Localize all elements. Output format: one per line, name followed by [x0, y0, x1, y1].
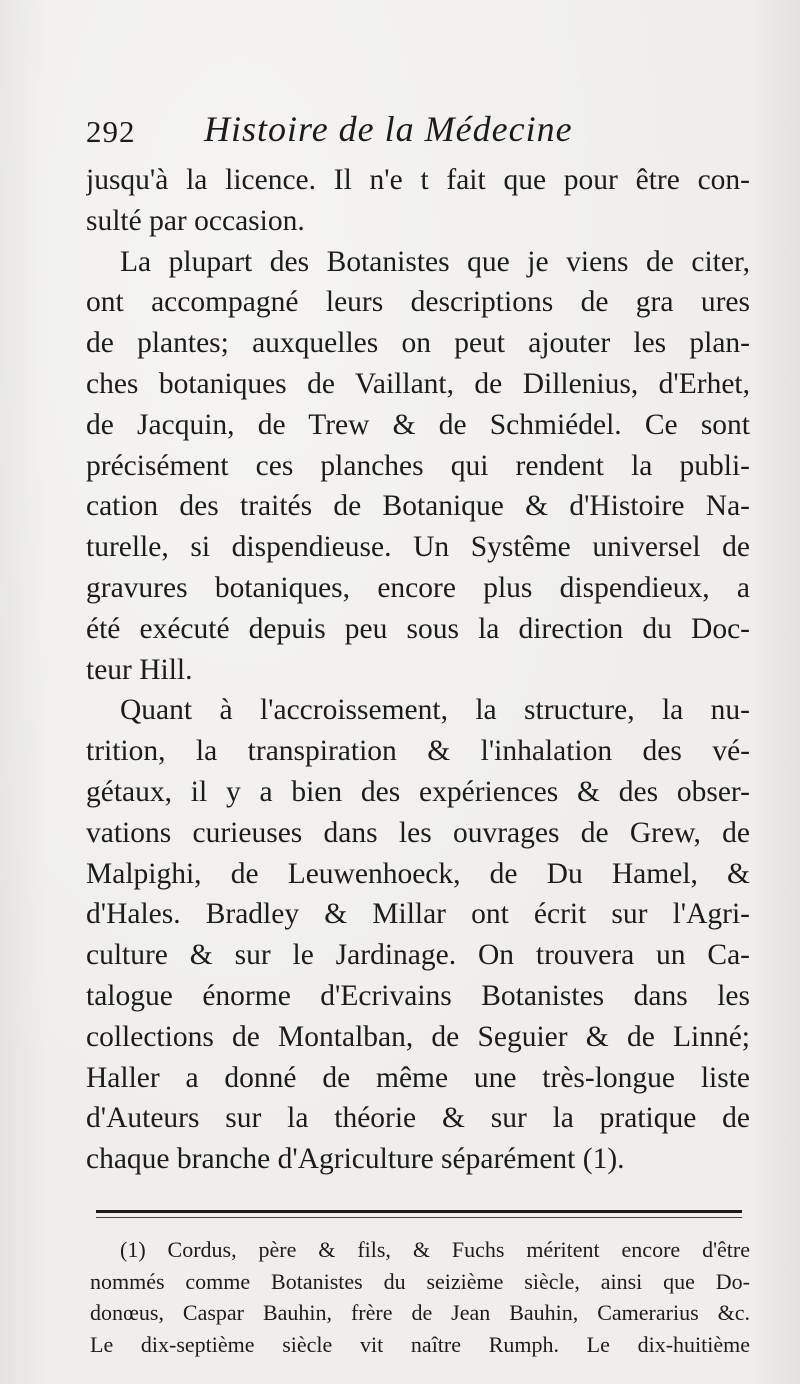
- text-line: gravures botaniques, encore plus dispendieux, a: [86, 571, 750, 604]
- text-line: sulté par occasion.: [86, 204, 305, 237]
- text-line: cation des traités de Botanique & d'Histoire Na-: [86, 490, 750, 523]
- text-line: Haller a donné de même une très-longue liste: [86, 1061, 750, 1094]
- text-line: collections de Montalban, de Seguier & de Linné;: [86, 1020, 750, 1053]
- footnote-line: nommés comme Botanistes du seizième siècle, ainsi que Do-: [90, 1268, 750, 1294]
- text-line: talogue énorme d'Ecrivains Botanistes dans les: [86, 979, 750, 1012]
- footnote-line: donœus, Caspar Bauhin, frère de Jean Bauhin, Camerarius &c.: [90, 1300, 750, 1326]
- footnote-line: Le dix-septième siècle vit naître Rumph. Le dix-huitième: [90, 1331, 750, 1357]
- text-line: teur Hill.: [86, 653, 193, 686]
- page-header: [86, 108, 746, 160]
- text-line: gétaux, il y a bien des expériences & des obser-: [86, 775, 750, 808]
- text-line: turelle, si dispendieuse. Un Systême universel de: [86, 531, 750, 564]
- text-line: Malpighi, de Leuwenhoeck, de Du Hamel, &: [86, 857, 750, 890]
- running-title: Histoire de la Médecine: [204, 109, 573, 149]
- text-line: La plupart des Botanistes que je viens de citer,: [120, 245, 750, 278]
- footnote-rule: [96, 1210, 742, 1213]
- text-line: précisément ces planches qui rendent la publi-: [86, 449, 750, 482]
- footnote-line: (1) Cordus, père & fils, & Fuchs méritent encore d'être: [120, 1237, 750, 1262]
- text-line: vations curieuses dans les ouvrages de Grew, de: [86, 816, 750, 849]
- footnote: [90, 1234, 750, 1360]
- text-line: d'Hales. Bradley & Millar ont écrit sur l'Agri-: [86, 898, 750, 931]
- footnote-rule-thin: [96, 1217, 742, 1218]
- text-line: été exécuté depuis peu sous la direction du Doc-: [86, 612, 750, 645]
- text-line: trition, la transpiration & l'inhalation des vé-: [86, 735, 750, 768]
- main-text: [86, 160, 750, 1180]
- text-line: ont accompagné leurs descriptions de gra ures: [86, 286, 750, 319]
- text-line: de plantes; auxquelles on peut ajouter les plan-: [86, 327, 750, 360]
- text-line: de Jacquin, de Trew & de Schmiédel. Ce sont: [86, 408, 750, 441]
- page-number: 292: [86, 114, 136, 149]
- text-line: Quant à l'accroissement, la structure, la nu-: [120, 694, 750, 727]
- text-line: culture & sur le Jardinage. On trouvera un Ca-: [86, 939, 750, 972]
- text-line: chaque branche d'Agriculture séparément (1).: [86, 1143, 625, 1176]
- text-line: ches botaniques de Vaillant, de Dillenius, d'Erhet,: [86, 367, 750, 400]
- text-line: d'Auteurs sur la théorie & sur la pratique de: [86, 1102, 750, 1135]
- text-line: jusqu'à la licence. Il n'e t fait que pour être con-: [86, 164, 750, 196]
